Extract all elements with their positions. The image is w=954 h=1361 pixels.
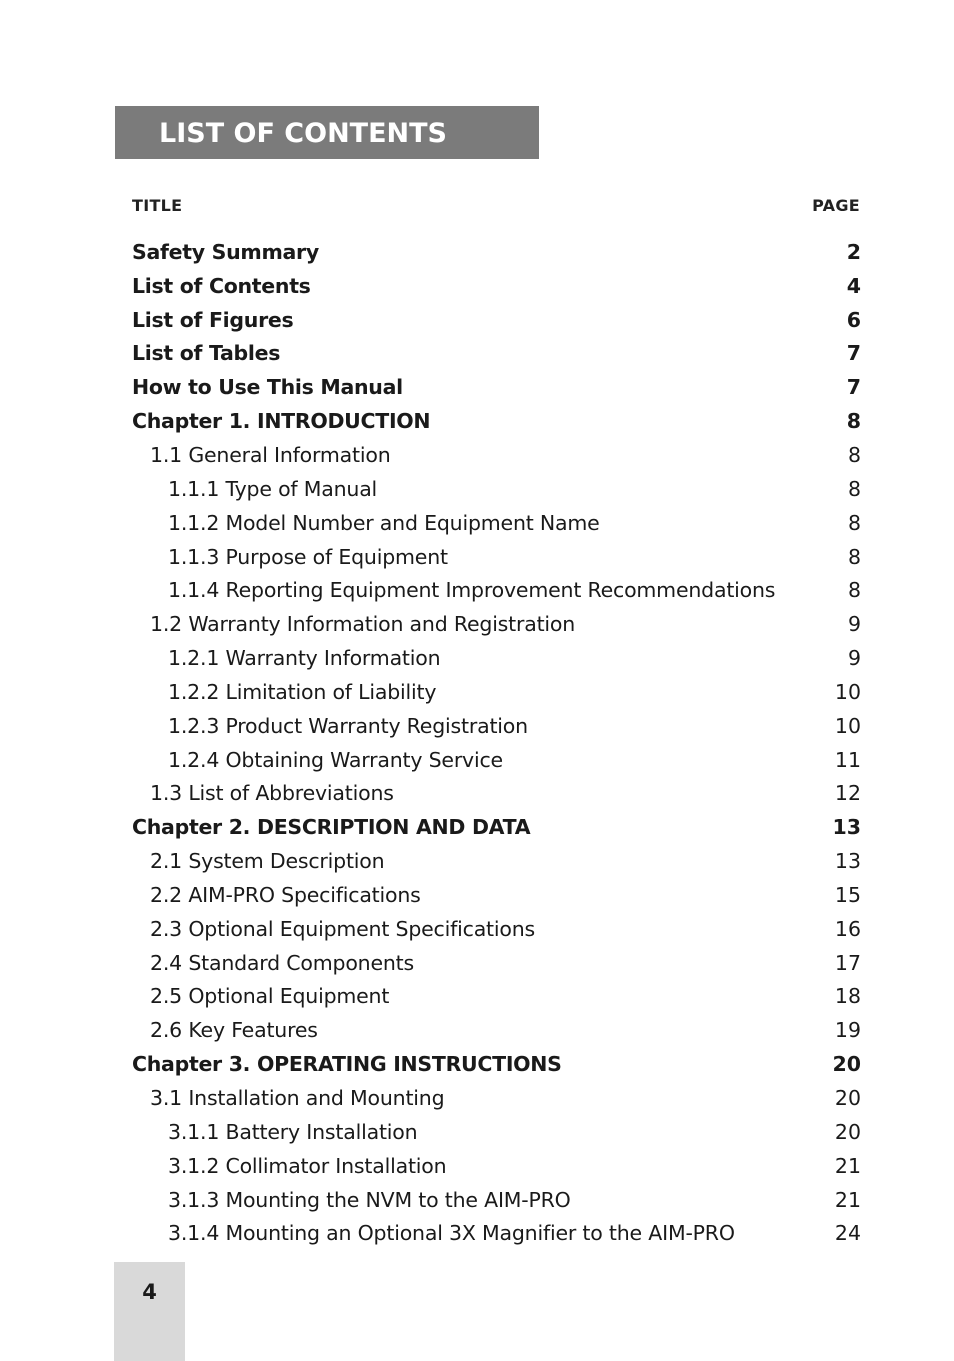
toc-entry-page: 13 <box>834 849 861 874</box>
toc-entry-title: 3.1.3 Mounting the NVM to the AIM-PRO <box>168 1187 571 1212</box>
toc-entry[interactable] <box>132 1149 861 1183</box>
toc-entry-page: 21 <box>834 1153 861 1178</box>
toc-entry-page: 8 <box>847 544 861 569</box>
toc-entry[interactable] <box>132 675 861 709</box>
toc-entry[interactable] <box>132 438 861 472</box>
toc-entry-page: 13 <box>832 815 861 840</box>
toc-entry[interactable] <box>132 235 861 269</box>
toc-entry[interactable] <box>132 1115 861 1149</box>
page-title: LIST OF CONTENTS <box>159 118 447 149</box>
toc-entry[interactable] <box>132 980 861 1014</box>
toc-entry[interactable] <box>132 506 861 540</box>
toc-entry[interactable] <box>132 540 861 574</box>
toc-entry[interactable] <box>132 269 861 303</box>
toc-entry-title: Chapter 3. OPERATING INSTRUCTIONS <box>132 1052 562 1077</box>
toc-entry-title: How to Use This Manual <box>132 375 403 400</box>
toc-entry-page: 8 <box>846 409 861 434</box>
toc-entry[interactable] <box>132 1081 861 1115</box>
toc-entry-title: 2.6 Key Features <box>150 1018 318 1043</box>
toc-entry-title: 2.5 Optional Equipment <box>150 984 390 1009</box>
toc-entry-page: 16 <box>834 916 861 941</box>
toc-entry[interactable] <box>132 607 861 641</box>
toc-entry-title: 3.1.2 Collimator Installation <box>168 1153 447 1178</box>
toc-entry[interactable] <box>132 337 861 371</box>
column-header-page: PAGE <box>812 196 860 215</box>
page-number: 4 <box>142 1280 157 1304</box>
toc-entry-page: 6 <box>846 307 861 332</box>
toc-entry-title: 1.3 List of Abbreviations <box>150 781 394 806</box>
column-header-title: TITLE <box>132 196 183 215</box>
toc-entry-title: 1.1 General Information <box>150 442 391 467</box>
toc-entry[interactable] <box>132 1183 861 1217</box>
toc-entry-title: 3.1.1 Battery Installation <box>168 1119 418 1144</box>
toc-entry-page: 20 <box>832 1052 861 1077</box>
toc-entry-title: 1.2.2 Limitation of Liability <box>168 679 437 704</box>
toc-entry-page: 10 <box>834 713 861 738</box>
toc-entry[interactable] <box>132 777 861 811</box>
toc-entry-page: 21 <box>834 1187 861 1212</box>
toc-entry-page: 18 <box>834 984 861 1009</box>
toc-entry-page: 2 <box>846 239 861 264</box>
toc-entry-title: 2.4 Standard Components <box>150 950 414 975</box>
toc-entry[interactable] <box>132 912 861 946</box>
toc-entry-title: List of Figures <box>132 307 294 332</box>
toc-entry-title: Chapter 2. DESCRIPTION AND DATA <box>132 815 531 840</box>
toc-entry-page: 8 <box>847 442 861 467</box>
toc-entry-title: 3.1.4 Mounting an Optional 3X Magnifier to the AIM-PRO <box>168 1221 735 1246</box>
toc-entry-title: 3.1 Installation and Mounting <box>150 1086 445 1111</box>
toc-entry[interactable] <box>132 573 861 607</box>
toc-entry-title: 1.2.4 Obtaining Warranty Service <box>168 747 503 772</box>
toc-entry-title: List of Tables <box>132 341 281 366</box>
toc-entry-title: 2.3 Optional Equipment Specifications <box>150 916 536 941</box>
toc-entry-page: 20 <box>834 1086 861 1111</box>
toc-entry-page: 8 <box>847 578 861 603</box>
toc-entry-title: List of Contents <box>132 273 311 298</box>
toc-entry-title: 1.1.1 Type of Manual <box>168 476 378 501</box>
toc-entry-page: 4 <box>846 273 861 298</box>
toc-entry-page: 9 <box>847 646 861 671</box>
toc-entry-page: 12 <box>834 781 861 806</box>
toc-entry[interactable] <box>132 878 861 912</box>
toc-entry[interactable] <box>132 810 861 844</box>
toc-entry-title: 1.1.2 Model Number and Equipment Name <box>168 510 600 535</box>
toc-entry[interactable] <box>132 1013 861 1047</box>
toc-entry[interactable] <box>132 472 861 506</box>
toc-entry[interactable] <box>132 404 861 438</box>
toc-entry-page: 8 <box>847 510 861 535</box>
toc-entry[interactable] <box>132 946 861 980</box>
toc-entry-title: Safety Summary <box>132 239 319 264</box>
toc-entry-page: 10 <box>834 679 861 704</box>
toc-entry[interactable] <box>132 303 861 337</box>
toc-entry-page: 7 <box>846 375 861 400</box>
toc-entry[interactable] <box>132 641 861 675</box>
toc-entry[interactable] <box>132 1216 861 1250</box>
toc-entry[interactable] <box>132 370 861 404</box>
toc-entry-title: 2.2 AIM-PRO Specifications <box>150 882 421 907</box>
toc-entry-page: 17 <box>834 950 861 975</box>
page-title-banner <box>115 106 539 159</box>
toc-entry[interactable] <box>132 709 861 743</box>
toc-entry-title: 1.2.1 Warranty Information <box>168 646 441 671</box>
toc-entry-page: 8 <box>847 476 861 501</box>
toc-entry[interactable] <box>132 743 861 777</box>
toc-entry-page: 7 <box>846 341 861 366</box>
toc-entry-page: 9 <box>847 612 861 637</box>
toc-entry-page: 19 <box>834 1018 861 1043</box>
toc-entry-page: 24 <box>834 1221 861 1246</box>
toc-entry-title: 1.2.3 Product Warranty Registration <box>168 713 528 738</box>
toc-entry-page: 15 <box>834 882 861 907</box>
toc-entry-page: 20 <box>834 1119 861 1144</box>
toc-entry[interactable] <box>132 844 861 878</box>
toc-entry-title: Chapter 1. INTRODUCTION <box>132 409 431 434</box>
contents-list <box>132 235 861 1250</box>
toc-entry-title: 2.1 System Description <box>150 849 385 874</box>
toc-entry-title: 1.1.4 Reporting Equipment Improvement Recommendations <box>168 578 776 603</box>
page-number-tab <box>114 1262 185 1361</box>
toc-entry-title: 1.1.3 Purpose of Equipment <box>168 544 448 569</box>
toc-entry-title: 1.2 Warranty Information and Registration <box>150 612 576 637</box>
toc-entry-page: 11 <box>834 747 861 772</box>
toc-entry[interactable] <box>132 1047 861 1081</box>
